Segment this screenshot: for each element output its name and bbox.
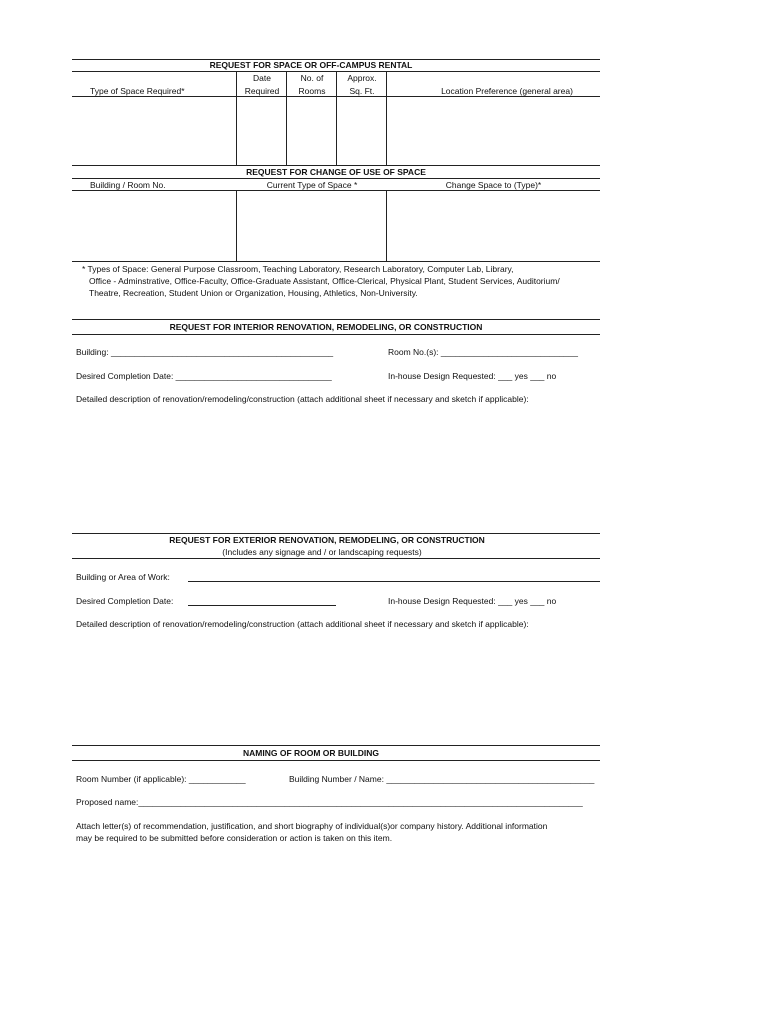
exterior-completion-date-field[interactable] bbox=[188, 605, 336, 606]
col-change-type: Change Space to (Type)* bbox=[445, 180, 542, 190]
interior-design-requested-field[interactable]: In-house Design Requested: ___ yes ___ no bbox=[388, 371, 557, 381]
exterior-design-requested-field[interactable]: In-house Design Requested: ___ yes ___ no bbox=[388, 596, 557, 606]
change-use-header-rule bbox=[72, 190, 600, 191]
col-date-line2: Required bbox=[244, 86, 280, 96]
interior-description-label: Detailed description of renovation/remodeling/construction (attach additional sheet if necessary and sketch if applicable): bbox=[76, 394, 529, 404]
naming-title: NAMING OF ROOM OR BUILDING bbox=[243, 748, 379, 758]
footnote-line-2: Office - Adminstrative, Office-Faculty, Office-Graduate Assistant, Office-Clerical, Physical Plant, Student Services, Auditorium/ bbox=[89, 276, 560, 286]
exterior-title-rule bbox=[72, 558, 600, 559]
exterior-building-field[interactable] bbox=[188, 581, 600, 582]
exterior-completion-label: Desired Completion Date: bbox=[76, 596, 174, 606]
change-use-title: REQUEST FOR CHANGE OF USE OF SPACE bbox=[246, 167, 426, 177]
exterior-description-label: Detailed description of renovation/remodeling/construction (attach additional sheet if necessary and sketch if applicable): bbox=[76, 619, 529, 629]
rental-bottom-rule bbox=[72, 165, 600, 166]
col-rooms-line2: Rooms bbox=[298, 86, 326, 96]
naming-room-number-field[interactable]: Room Number (if applicable): ____________ bbox=[76, 774, 246, 784]
naming-attach-note-line-1: Attach letter(s) of recommendation, justification, and short biography of individual(s)or company history. Additional information bbox=[76, 821, 548, 831]
rental-divider-3 bbox=[336, 71, 337, 165]
naming-attach-note-line-2: may be required to be submitted before consideration or action is taken on this item. bbox=[76, 833, 393, 843]
rental-divider-1 bbox=[236, 71, 237, 165]
interior-room-no-field[interactable]: Room No.(s): _____________________________ bbox=[388, 347, 578, 357]
interior-completion-date-field[interactable]: Desired Completion Date: _________________________________ bbox=[76, 371, 332, 381]
change-use-divider-1 bbox=[236, 190, 237, 261]
col-rooms-line1: No. of bbox=[300, 73, 324, 83]
col-type-space: Type of Space Required* bbox=[90, 86, 185, 96]
change-use-bottom-rule bbox=[72, 261, 600, 262]
col-sqft-line2: Sq. Ft. bbox=[349, 86, 375, 96]
exterior-building-label: Building or Area of Work: bbox=[76, 572, 170, 582]
change-use-title-rule bbox=[72, 178, 600, 179]
col-current-type: Current Type of Space * bbox=[266, 180, 358, 190]
naming-proposed-name-field[interactable]: Proposed name:______________________________________________________________________________________________ bbox=[76, 797, 583, 807]
footnote-line-1: * Types of Space: General Purpose Classroom, Teaching Laboratory, Research Laboratory, Computer Lab, Library, bbox=[82, 264, 514, 274]
exterior-top-rule bbox=[72, 533, 600, 534]
col-sqft-line1: Approx. bbox=[347, 73, 377, 83]
naming-top-rule bbox=[72, 745, 600, 746]
footnote-line-3: Theatre, Recreation, Student Union or Organization, Housing, Athletics, Non-University. bbox=[89, 288, 418, 298]
interior-top-rule bbox=[72, 319, 600, 320]
interior-title: REQUEST FOR INTERIOR RENOVATION, REMODELING, OR CONSTRUCTION bbox=[169, 322, 483, 332]
rental-title: REQUEST FOR SPACE OR OFF-CAMPUS RENTAL bbox=[209, 60, 413, 70]
exterior-title: REQUEST FOR EXTERIOR RENOVATION, REMODELING, OR CONSTRUCTION bbox=[169, 535, 485, 545]
col-building-room: Building / Room No. bbox=[90, 180, 166, 190]
naming-building-number-field[interactable]: Building Number / Name: ____________________________________________ bbox=[289, 774, 595, 784]
rental-divider-4 bbox=[386, 71, 387, 165]
naming-title-rule bbox=[72, 760, 600, 761]
rental-divider-2 bbox=[286, 71, 287, 165]
col-location: Location Preference (general area) bbox=[441, 86, 573, 96]
exterior-subtitle: (Includes any signage and / or landscaping requests) bbox=[222, 547, 422, 557]
interior-title-rule bbox=[72, 334, 600, 335]
col-date-line1: Date bbox=[253, 73, 271, 83]
change-use-divider-2 bbox=[386, 190, 387, 261]
interior-building-field[interactable]: Building: _______________________________________________ bbox=[76, 347, 334, 357]
